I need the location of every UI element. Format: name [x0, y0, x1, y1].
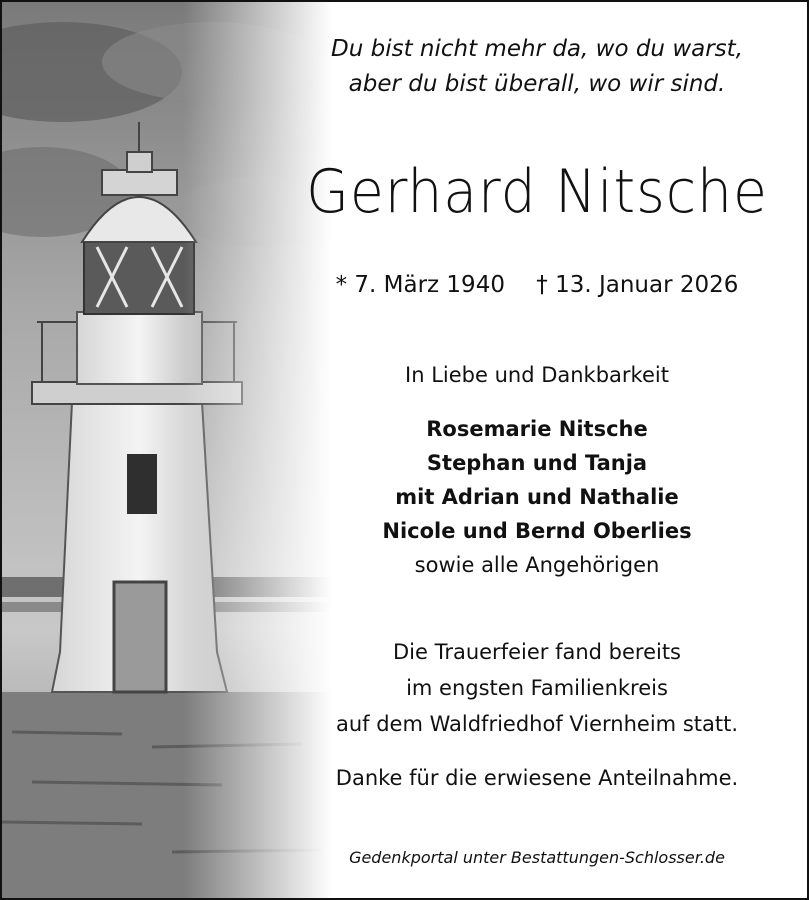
- mourner-line: Stephan und Tanja: [426, 451, 648, 475]
- mourner-line: sowie alle Angehörigen: [414, 553, 660, 577]
- ceremony-line-2: im engsten Familienkreis: [406, 676, 668, 700]
- deceased-name: Gerhard Nitsche: [306, 157, 768, 227]
- life-dates: [272, 268, 802, 302]
- mourner-line: mit Adrian und Nathalie: [395, 485, 679, 509]
- quote-line-2: aber du bist überall, wo wir sind.: [348, 71, 726, 97]
- memorial-portal-link[interactable]: Gedenkportal unter Bestattungen-Schlosser.de: [349, 848, 725, 867]
- death-date: † 13. Januar 2026: [536, 272, 739, 298]
- birth-date: * 7. März 1940: [335, 272, 505, 298]
- ceremony-line-3: auf dem Waldfriedhof Viernheim statt.: [335, 712, 739, 736]
- mourner-line: Nicole und Bernd Oberlies: [382, 519, 692, 543]
- closing-thanks: Danke für die erwiesene Anteilnahme.: [335, 766, 739, 790]
- notice-text: [272, 2, 802, 898]
- mourners-list: [272, 412, 802, 582]
- mourner-line: Rosemarie Nitsche: [426, 417, 648, 441]
- thanks-intro: In Liebe und Dankbarkeit: [405, 363, 669, 387]
- ceremony-line-1: Die Trauerfeier fand bereits: [392, 640, 681, 664]
- quote-line-1: Du bist nicht mehr da, wo du warst,: [331, 36, 743, 62]
- ceremony-info: [272, 634, 802, 742]
- memorial-quote: [272, 32, 802, 102]
